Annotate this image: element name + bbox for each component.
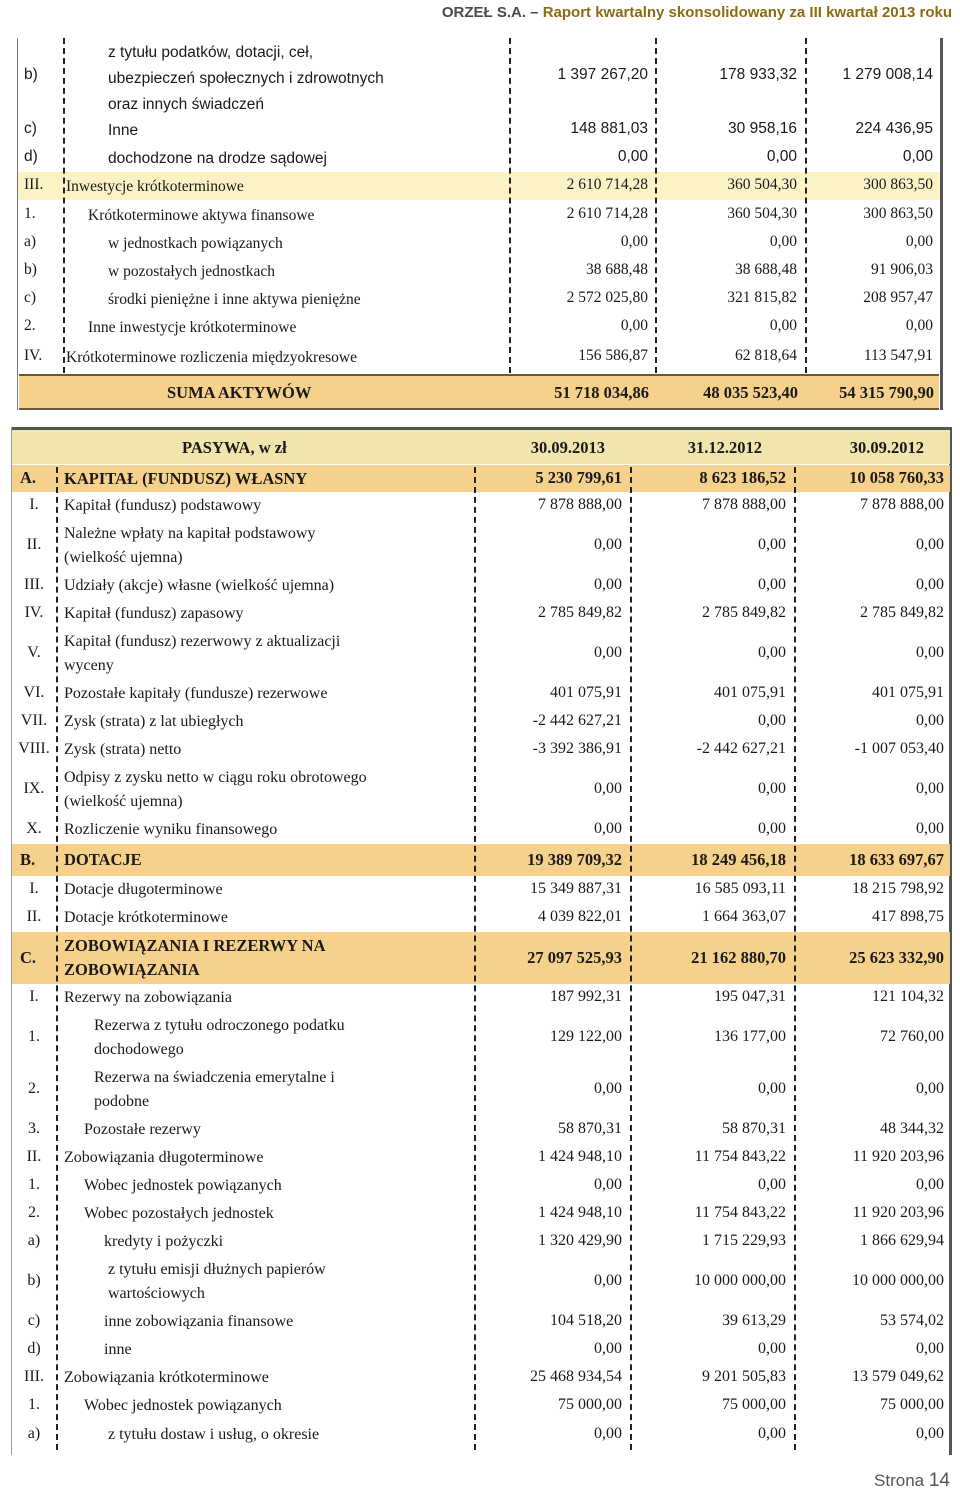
value-2013-09: 0,00	[620, 317, 648, 334]
value-2013-09: 7 878 888,00	[538, 496, 622, 513]
value-2012-09: 0,00	[916, 820, 944, 837]
row-description: dochodzone na drodze sądowej	[108, 150, 327, 167]
table-row	[12, 520, 950, 572]
row-label: 1.	[28, 1176, 40, 1193]
table-row	[18, 257, 940, 285]
table-row	[12, 1364, 950, 1392]
value-2012-12: 401 075,91	[714, 684, 786, 701]
value-2013-09: 187 992,31	[550, 988, 622, 1005]
row-description: Zysk (strata) z lat ubiegłych	[64, 713, 244, 730]
value-2013-09: -2 442 627,21	[532, 712, 622, 729]
value-2012-09: 0,00	[916, 780, 944, 797]
value-2012-12: 195 047,31	[714, 988, 786, 1005]
total-assets-v2: 48 035 523,40	[703, 383, 798, 402]
table-row	[12, 1256, 950, 1308]
column-separator	[56, 467, 58, 1450]
value-2012-09: 11 920 203,96	[852, 1204, 944, 1221]
value-2013-09: 19 389 709,32	[527, 850, 622, 869]
value-2013-09: 0,00	[594, 644, 622, 661]
value-2013-09: 1 397 267,20	[557, 66, 648, 83]
table-row	[12, 816, 950, 844]
table-row	[18, 144, 940, 172]
row-description: Rezerwy na zobowiązania	[64, 989, 232, 1006]
value-2013-09: 0,00	[594, 576, 622, 593]
value-2013-09: 0,00	[617, 148, 648, 165]
row-label: I.	[29, 880, 39, 897]
row-label: II.	[26, 1148, 42, 1165]
row-label: IX.	[23, 780, 45, 797]
total-assets-row	[19, 374, 939, 410]
table-row	[18, 116, 940, 144]
value-2012-12: 7 878 888,00	[702, 496, 786, 513]
value-2012-09: 91 906,03	[871, 261, 933, 278]
value-2012-12: 38 688,48	[735, 261, 797, 278]
value-2012-12: 0,00	[769, 233, 797, 250]
value-2012-09: 10 000 000,00	[852, 1272, 944, 1289]
liabilities-title: PASYWA, w zł	[182, 438, 287, 457]
value-2012-09: 18 215 798,92	[852, 880, 944, 897]
table-row	[12, 600, 950, 628]
liabilities-header-row	[12, 427, 950, 464]
row-label: C.	[20, 948, 37, 967]
value-2012-12: 2 785 849,82	[702, 604, 786, 621]
value-2013-09: 58 870,31	[558, 1120, 622, 1137]
value-2013-09: 25 468 934,54	[530, 1368, 622, 1385]
row-label: a)	[27, 1425, 41, 1442]
table-row	[18, 341, 940, 373]
value-2012-12: 58 870,31	[722, 1120, 786, 1137]
row-label: b)	[24, 261, 37, 278]
value-2013-09: 0,00	[594, 1340, 622, 1357]
column-separator	[655, 38, 657, 373]
table-row	[12, 1012, 950, 1064]
row-description: Udziały (akcje) własne (wielkość ujemna)	[64, 577, 335, 594]
row-label: IV.	[24, 347, 43, 364]
value-2012-09: 300 863,50	[863, 205, 933, 222]
table-row	[18, 172, 940, 200]
row-description: Pozostałe rezerwy	[84, 1121, 201, 1138]
table-row	[12, 1144, 950, 1172]
value-2012-09: 0,00	[916, 1425, 944, 1442]
row-label: 2.	[28, 1204, 40, 1221]
value-2012-12: 136 177,00	[714, 1028, 786, 1045]
value-2012-12: 0,00	[758, 576, 786, 593]
section-row	[12, 932, 950, 984]
column-separator	[630, 467, 632, 1450]
value-2013-09: 0,00	[594, 536, 622, 553]
row-description: Zobowiązania długoterminowe	[64, 1149, 264, 1166]
value-2012-09: 0,00	[905, 233, 933, 250]
row-label: II.	[26, 536, 42, 553]
row-description: Wobec jednostek powiązanych	[84, 1397, 282, 1414]
value-2013-09: 0,00	[594, 1425, 622, 1442]
value-2012-09: 11 920 203,96	[852, 1148, 944, 1165]
row-label: I.	[29, 988, 39, 1005]
value-2012-12: 16 585 093,11	[694, 880, 786, 897]
table-row	[12, 1308, 950, 1336]
value-2012-12: 0,00	[758, 712, 786, 729]
value-2012-12: 321 815,82	[727, 289, 797, 306]
table-row	[12, 628, 950, 680]
row-label: 1.	[28, 1028, 40, 1045]
table-row	[12, 764, 950, 816]
value-2012-12: 0,00	[758, 820, 786, 837]
row-description: środki pieniężne i inne aktywa pieniężne	[108, 291, 361, 308]
value-2012-09: 0,00	[905, 317, 933, 334]
value-2013-09: 5 230 799,61	[535, 468, 622, 487]
row-description: w pozostałych jednostkach	[108, 263, 276, 280]
column-separator	[509, 38, 511, 373]
row-description: Kapitał (fundusz) zapasowy	[64, 605, 244, 622]
page-header	[442, 4, 952, 21]
row-label: V.	[27, 644, 41, 661]
row-description: Inne inwestycje krótkoterminowe	[88, 319, 297, 336]
table-row	[12, 876, 950, 904]
value-2012-09: 0,00	[916, 536, 944, 553]
value-2012-09: 18 633 697,67	[849, 850, 944, 869]
value-2012-12: -2 442 627,21	[696, 740, 786, 757]
row-description: kredyty i pożyczki	[104, 1233, 224, 1250]
table-row	[12, 984, 950, 1012]
value-2012-09: 48 344,32	[880, 1120, 944, 1137]
value-2013-09: -3 392 386,91	[532, 740, 622, 757]
col-header-3: 30.09.2012	[849, 438, 924, 457]
value-2013-09: 1 424 948,10	[538, 1148, 622, 1165]
value-2013-09: 0,00	[594, 1080, 622, 1097]
row-description: Rozliczenie wyniku finansowego	[64, 821, 278, 838]
value-2013-09: 2 610 714,28	[566, 176, 648, 193]
value-2012-12: 1 715 229,93	[702, 1232, 786, 1249]
value-2013-09: 38 688,48	[586, 261, 648, 278]
row-description: Pozostałe kapitały (fundusze) rezerwowe	[64, 685, 328, 702]
value-2012-09: 417 898,75	[872, 908, 944, 925]
value-2013-09: 1 320 429,90	[538, 1232, 622, 1249]
row-description: KAPITAŁ (FUNDUSZ) WŁASNY	[64, 469, 308, 488]
company-name: ORZEŁ S.A.	[441, 4, 526, 21]
row-label: 3.	[28, 1120, 40, 1137]
value-2012-09: 10 058 760,33	[849, 468, 944, 487]
value-2012-09: 0,00	[916, 1176, 944, 1193]
value-2013-09: 129 122,00	[550, 1028, 622, 1045]
liabilities-table	[11, 427, 952, 1455]
row-description: Należne wpłaty na kapitał podstawowy (wielkość ujemna)	[64, 525, 316, 566]
row-label: a)	[27, 1232, 41, 1249]
table-row	[12, 680, 950, 708]
assets-tail-table	[17, 38, 943, 410]
section-row	[12, 844, 950, 876]
row-label: IV.	[24, 604, 44, 621]
value-2012-09: 53 574,02	[880, 1312, 944, 1329]
section-row	[12, 465, 950, 492]
value-2013-09: 0,00	[594, 820, 622, 837]
value-2013-09: 401 075,91	[550, 684, 622, 701]
row-description: Dotacje krótkoterminowe	[64, 909, 228, 926]
row-description: Rezerwa na świadczenia emerytalne i podobne	[94, 1069, 335, 1110]
row-description: z tytułu dostaw i usług, o okresie	[108, 1426, 320, 1443]
table-row	[12, 904, 950, 932]
row-description: Zobowiązania krótkoterminowe	[64, 1369, 269, 1386]
row-description: z tytułu emisji dłużnych papierów wartościowych	[108, 1261, 326, 1302]
value-2012-09: 75 000,00	[880, 1396, 944, 1413]
value-2012-12: 0,00	[758, 780, 786, 797]
row-label: 2.	[28, 1080, 40, 1097]
value-2012-12: 0,00	[758, 1340, 786, 1357]
value-2013-09: 148 881,03	[570, 120, 648, 137]
value-2012-12: 8 623 186,52	[699, 468, 786, 487]
footer-label: Strona	[874, 1471, 925, 1490]
row-description: Inne	[108, 122, 139, 139]
value-2012-12: 178 933,32	[719, 66, 797, 83]
value-2012-12: 0,00	[769, 317, 797, 334]
value-2013-09: 0,00	[594, 1272, 622, 1289]
row-description: Dotacje długoterminowe	[64, 881, 223, 898]
value-2013-09: 104 518,20	[550, 1312, 622, 1329]
row-description: Kapitał (fundusz) rezerwowy z aktualizacji wyceny	[64, 633, 341, 674]
value-2012-12: 21 162 880,70	[691, 948, 786, 967]
value-2012-09: 0,00	[916, 576, 944, 593]
value-2012-12: 75 000,00	[722, 1396, 786, 1413]
total-assets-label: SUMA AKTYWÓW	[167, 383, 312, 402]
row-description: inne	[104, 1341, 132, 1358]
row-label: III.	[24, 1368, 44, 1385]
page-footer	[874, 1470, 950, 1492]
col-header-1: 30.09.2013	[530, 438, 605, 457]
value-2012-12: 0,00	[758, 1425, 786, 1442]
row-label: 1.	[28, 1396, 40, 1413]
row-label: B.	[20, 850, 36, 869]
table-row	[12, 492, 950, 520]
table-row	[12, 708, 950, 736]
value-2013-09: 0,00	[594, 1176, 622, 1193]
value-2013-09: 4 039 822,01	[538, 908, 622, 925]
row-description: Wobec pozostałych jednostek	[84, 1205, 274, 1222]
value-2012-09: 1 866 629,94	[860, 1232, 944, 1249]
row-label: 1.	[24, 205, 36, 222]
row-label: c)	[27, 1312, 41, 1329]
value-2012-12: 11 754 843,22	[694, 1204, 786, 1221]
table-row	[18, 313, 940, 341]
row-description: inne zobowiązania finansowe	[104, 1313, 294, 1330]
column-separator	[805, 38, 807, 373]
value-2012-12: 0,00	[766, 148, 797, 165]
value-2012-09: 224 436,95	[855, 120, 933, 137]
table-row	[12, 1392, 950, 1420]
row-label: b)	[24, 66, 38, 83]
table-row	[12, 572, 950, 600]
value-2012-12: 18 249 456,18	[691, 850, 786, 869]
table-row	[12, 1228, 950, 1256]
value-2012-09: 1 279 008,14	[842, 66, 933, 83]
value-2012-09: 401 075,91	[872, 684, 944, 701]
value-2013-09: 75 000,00	[558, 1396, 622, 1413]
row-label: d)	[27, 1340, 41, 1357]
row-label: d)	[24, 148, 38, 165]
value-2012-12: 360 504,30	[727, 205, 797, 222]
row-description: DOTACJE	[64, 850, 142, 869]
value-2012-09: 2 785 849,82	[860, 604, 944, 621]
row-description: w jednostkach powiązanych	[108, 235, 283, 252]
row-description: z tytułu podatków, dotacji, ceł, ubezpieczeń społecznych i zdrowotnych oraz innych świadczeń	[108, 44, 384, 113]
value-2013-09: 2 785 849,82	[538, 604, 622, 621]
value-2012-09: 121 104,32	[872, 988, 944, 1005]
row-label: I.	[29, 496, 39, 513]
value-2012-12: 0,00	[758, 644, 786, 661]
row-label: 2.	[24, 317, 36, 334]
table-row	[12, 736, 950, 764]
value-2012-09: 13 579 049,62	[852, 1368, 944, 1385]
total-assets-v3: 54 315 790,90	[839, 383, 934, 402]
value-2012-09: 0,00	[902, 148, 933, 165]
table-row	[18, 38, 940, 116]
value-2012-12: 11 754 843,22	[694, 1148, 786, 1165]
value-2012-12: 39 613,29	[722, 1312, 786, 1329]
column-separator	[474, 467, 476, 1450]
row-label: c)	[24, 289, 37, 306]
table-row	[12, 1420, 950, 1450]
value-2013-09: 156 586,87	[578, 347, 648, 364]
row-description: Inwestycje krótkoterminowe	[66, 178, 244, 195]
value-2012-12: 62 818,64	[735, 347, 797, 364]
report-title: Raport kwartalny skonsolidowany za III kwartał 2013 roku	[542, 4, 952, 21]
table-row	[18, 229, 940, 257]
value-2012-09: 72 760,00	[880, 1028, 944, 1045]
value-2013-09: 0,00	[594, 780, 622, 797]
value-2012-12: 0,00	[758, 536, 786, 553]
row-label: II.	[26, 908, 42, 925]
value-2012-12: 360 504,30	[727, 176, 797, 193]
table-row	[12, 1336, 950, 1364]
value-2012-09: 0,00	[916, 1340, 944, 1357]
row-label: X.	[26, 820, 42, 837]
row-description: Rezerwa z tytułu odroczonego podatku dochodowego	[94, 1017, 345, 1058]
row-description: Odpisy z zysku netto w ciągu roku obrotowego (wielkość ujemna)	[64, 769, 367, 810]
value-2013-09: 2 610 714,28	[566, 205, 648, 222]
value-2012-09: 208 957,47	[863, 289, 933, 306]
value-2012-12: 30 958,16	[728, 120, 797, 137]
value-2012-09: 0,00	[916, 712, 944, 729]
table-row	[12, 1200, 950, 1228]
value-2012-12: 0,00	[758, 1080, 786, 1097]
value-2012-12: 10 000 000,00	[694, 1272, 786, 1289]
row-label: VIII.	[18, 740, 50, 757]
row-label: III.	[24, 576, 44, 593]
page-number: 14	[928, 1470, 950, 1491]
row-description: Krótkoterminowe aktywa finansowe	[88, 207, 315, 224]
row-description: Krótkoterminowe rozliczenia międzyokresowe	[66, 349, 357, 366]
row-label: VII.	[20, 712, 48, 729]
value-2012-09: 25 623 332,90	[849, 948, 944, 967]
col-header-2: 31.12.2012	[687, 438, 762, 457]
row-description: ZOBOWIĄZANIA I REZERWY NA ZOBOWIĄZANIA	[64, 936, 326, 979]
column-separator	[63, 38, 65, 373]
row-label: c)	[24, 120, 37, 137]
total-assets-v1: 51 718 034,86	[554, 383, 649, 402]
row-description: Wobec jednostek powiązanych	[84, 1177, 282, 1194]
value-2012-09: 7 878 888,00	[860, 496, 944, 513]
row-label: a)	[24, 233, 37, 250]
table-row	[12, 1116, 950, 1144]
value-2013-09: 2 572 025,80	[566, 289, 648, 306]
value-2013-09: 27 097 525,93	[527, 948, 622, 967]
row-description: Zysk (strata) netto	[64, 741, 182, 758]
value-2012-12: 9 201 505,83	[702, 1368, 786, 1385]
value-2012-09: 0,00	[916, 1080, 944, 1097]
row-label: A.	[20, 468, 37, 487]
row-description: Kapitał (fundusz) podstawowy	[64, 497, 262, 514]
value-2012-12: 1 664 363,07	[702, 908, 786, 925]
header-dash: –	[530, 4, 539, 21]
table-row	[12, 1172, 950, 1200]
value-2012-09: 113 547,91	[863, 347, 933, 364]
column-separator	[794, 467, 796, 1450]
value-2012-09: 300 863,50	[863, 176, 933, 193]
value-2012-09: -1 007 053,40	[854, 740, 944, 757]
value-2012-12: 0,00	[758, 1176, 786, 1193]
row-label: III.	[24, 176, 44, 193]
table-row	[18, 201, 940, 229]
row-label: VI.	[23, 684, 45, 701]
table-row	[12, 1064, 950, 1116]
value-2012-09: 0,00	[916, 644, 944, 661]
row-label: b)	[27, 1272, 41, 1289]
table-row	[18, 285, 940, 313]
value-2013-09: 1 424 948,10	[538, 1204, 622, 1221]
value-2013-09: 15 349 887,31	[530, 880, 622, 897]
value-2013-09: 0,00	[620, 233, 648, 250]
